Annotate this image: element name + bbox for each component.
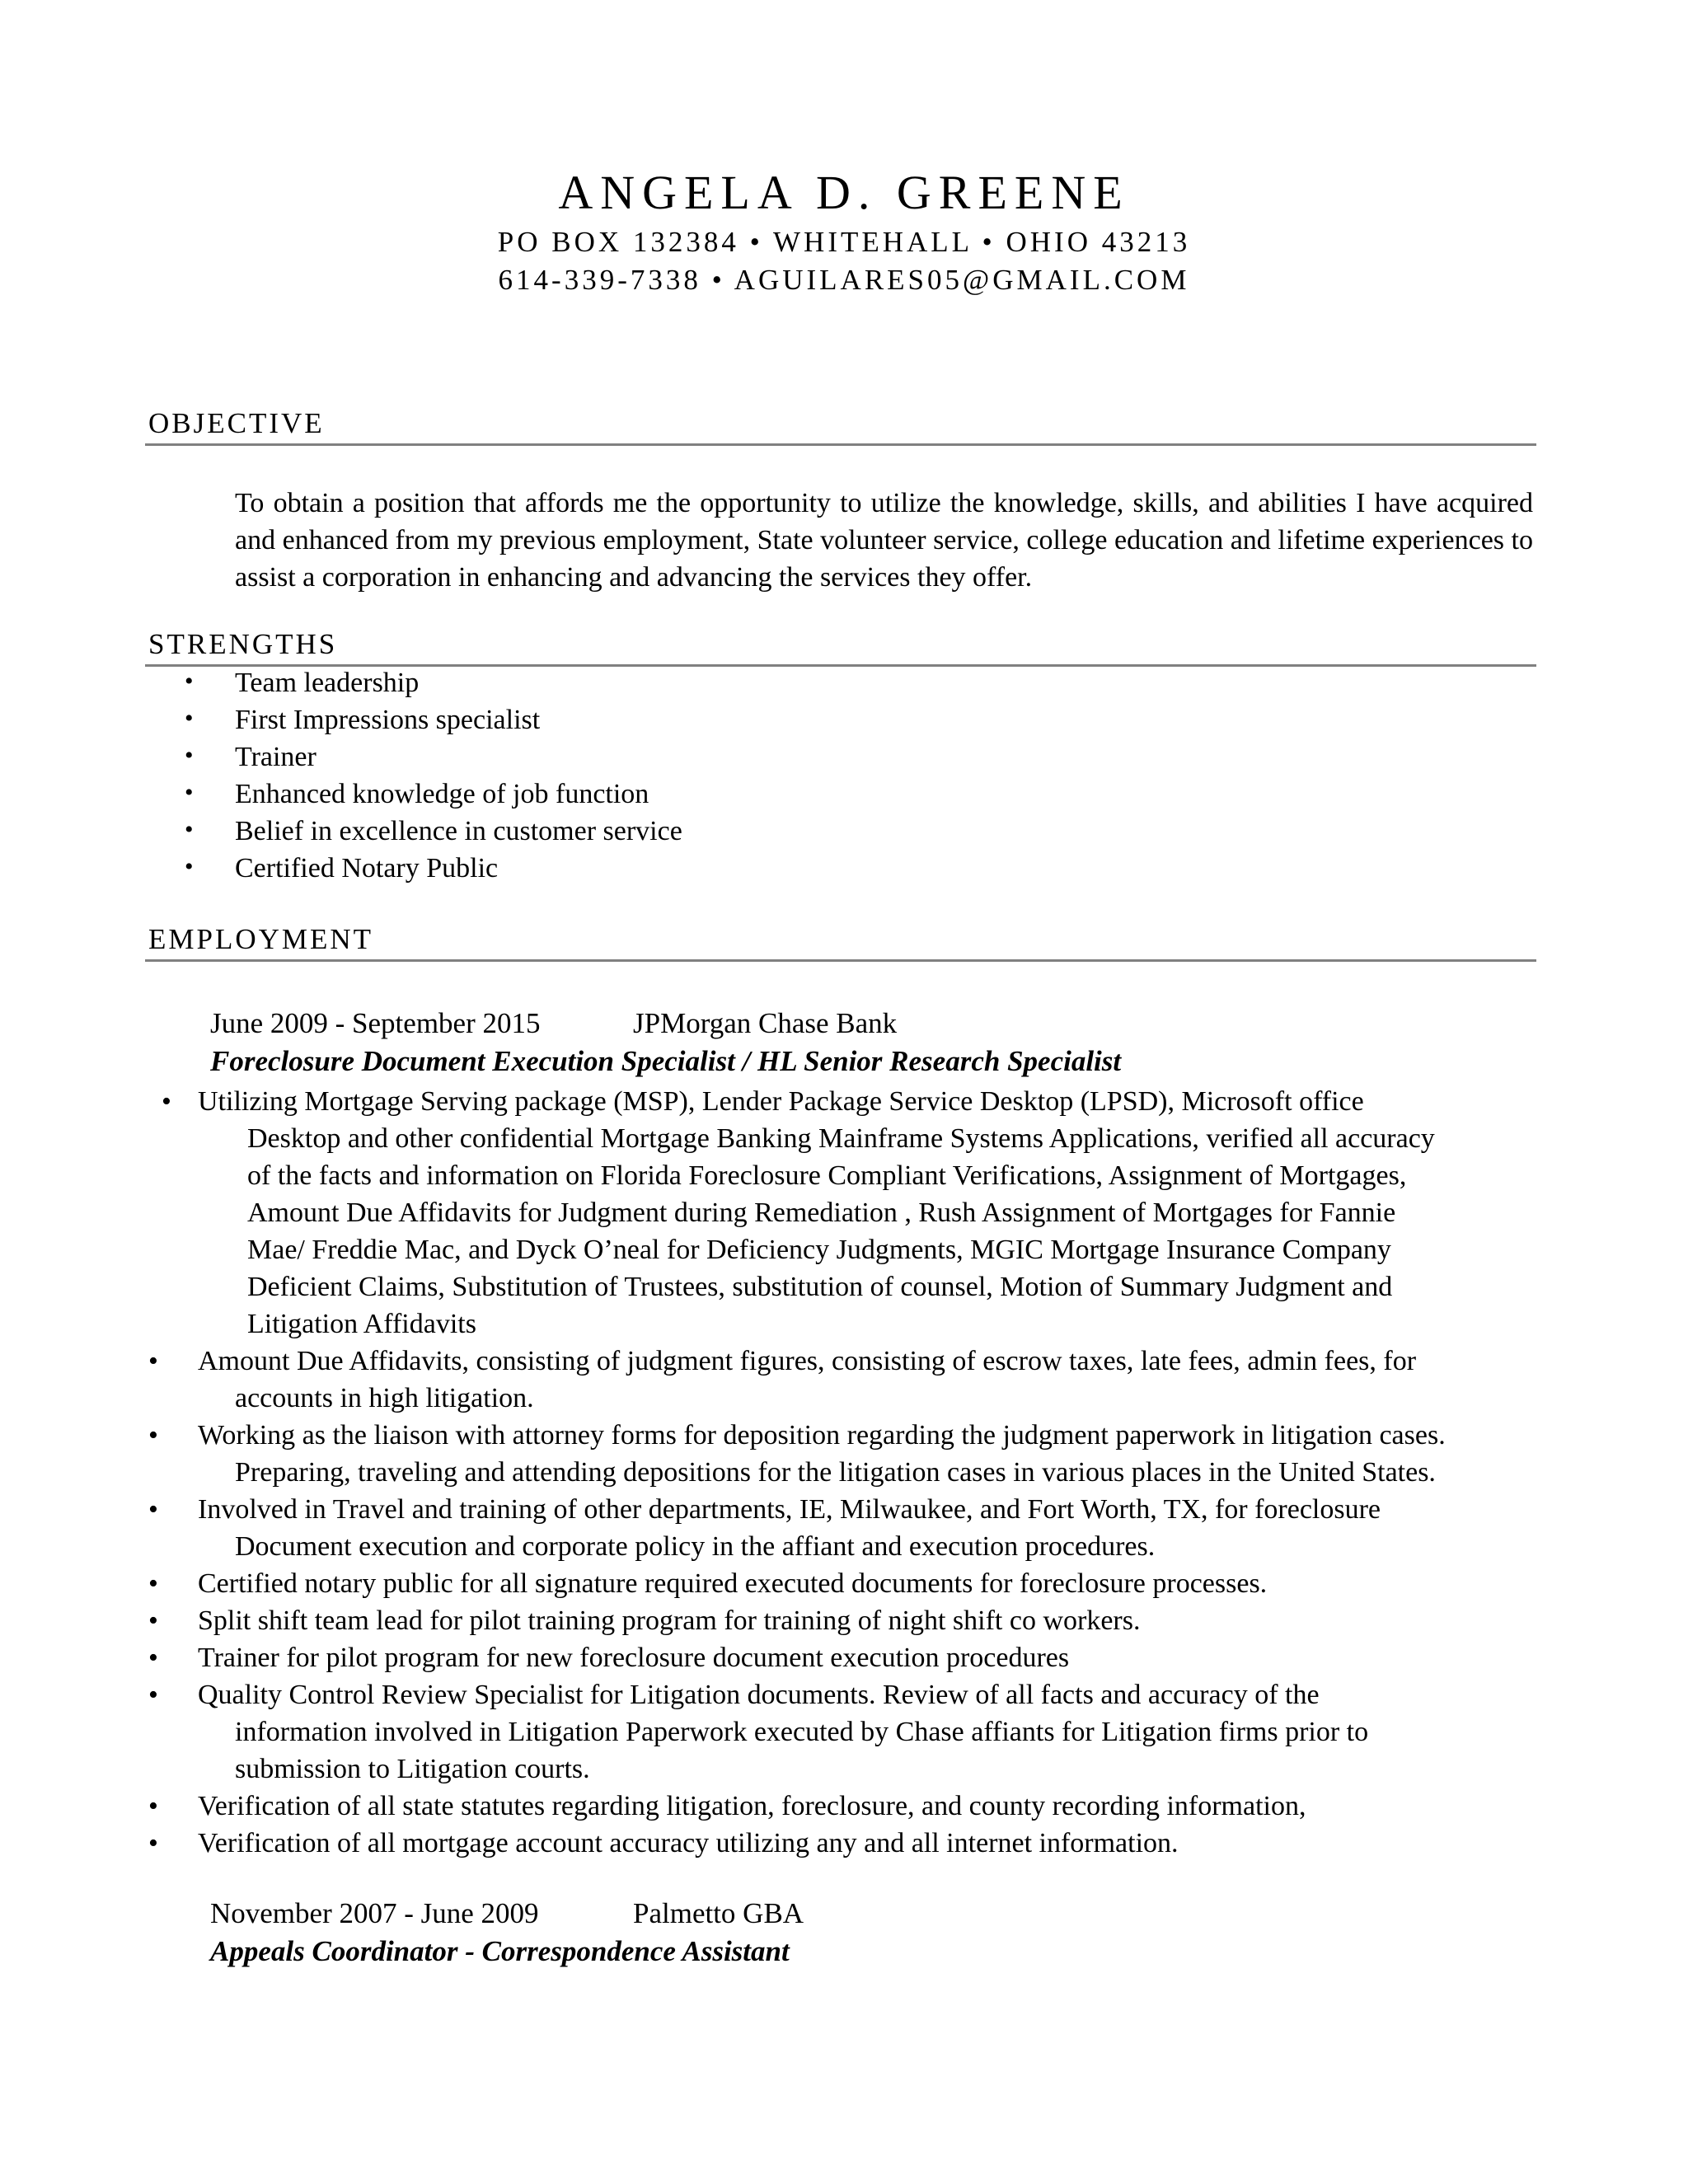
- strengths-divider: [145, 664, 1536, 667]
- duty-text: Deficient Claims, Substitution of Trustees, substitution of counsel, Motion of Summary Judgment and: [247, 1272, 1393, 1302]
- candidate-name: ANGELA D. GREENE: [558, 166, 1130, 219]
- job-dates: November 2007 - June 2009: [210, 1897, 539, 1929]
- duty-text: information involved in Litigation Paperwork executed by Chase affiants for Litigation firms prior to: [235, 1717, 1369, 1747]
- objective-divider: [145, 443, 1536, 446]
- duty-text: Desktop and other confidential Mortgage Banking Mainframe Systems Applications, verified all accuracy: [247, 1123, 1435, 1154]
- duty-text: Involved in Travel and training of other departments, IE, Milwaukee, and Fort Worth, TX, for foreclosure: [198, 1494, 1381, 1525]
- duty-text: Utilizing Mortgage Serving package (MSP), Lender Package Service Desktop (LPSD), Microsoft office: [198, 1086, 1364, 1117]
- bullet-icon: •: [185, 779, 194, 806]
- duty-text: Mae/ Freddie Mac, and Dyck O’neal for Deficiency Judgments, MGIC Mortgage Insurance Company: [247, 1235, 1391, 1265]
- strength-text: Team leadership: [235, 668, 420, 698]
- bullet-icon: •: [185, 705, 194, 732]
- bullet-icon: •: [148, 1420, 158, 1451]
- bullet-icon: •: [148, 1605, 158, 1636]
- duty-text: Working as the liaison with attorney forms for deposition regarding the judgment paperwork in litigation cases.: [198, 1420, 1446, 1451]
- job-position: Appeals Coordinator - Correspondence Assistant: [210, 1935, 790, 1967]
- candidate-address: PO BOX 132384 • WHITEHALL • OHIO 43213: [497, 226, 1191, 258]
- job-employer: JPMorgan Chase Bank: [633, 1007, 898, 1039]
- duty-text: Litigation Affidavits: [247, 1309, 476, 1339]
- employment-divider: [145, 959, 1536, 962]
- job-position: Foreclosure Document Execution Specialist / HL Senior Research Specialist: [210, 1045, 1122, 1077]
- bullet-icon: •: [185, 816, 194, 843]
- bullet-icon: •: [148, 1643, 158, 1673]
- bullet-icon: •: [148, 1791, 158, 1821]
- objective-heading: OBJECTIVE: [148, 407, 325, 439]
- strength-text: Belief in excellence in customer service: [235, 816, 682, 846]
- duty-text: Split shift team lead for pilot training program for training of night shift co workers.: [198, 1605, 1141, 1636]
- duty-text: Preparing, traveling and attending depositions for the litigation cases in various places in the United States.: [235, 1457, 1436, 1488]
- job-dates: June 2009 - September 2015: [210, 1007, 541, 1039]
- bullet-icon: •: [185, 668, 194, 695]
- bullet-icon: •: [148, 1346, 158, 1376]
- bullet-icon: •: [148, 1828, 158, 1858]
- duty-text: Amount Due Affidavits for Judgment during Remediation , Rush Assignment of Mortgages for Fannie: [247, 1197, 1396, 1228]
- duty-text: accounts in high litigation.: [235, 1383, 534, 1413]
- duty-text: submission to Litigation courts.: [235, 1754, 590, 1784]
- employment-heading: EMPLOYMENT: [148, 923, 374, 955]
- strength-text: Certified Notary Public: [235, 853, 499, 883]
- strengths-heading: STRENGTHS: [148, 628, 338, 660]
- strength-text: First Impressions specialist: [235, 705, 541, 735]
- bullet-icon: •: [162, 1086, 171, 1117]
- duty-text: Quality Control Review Specialist for Litigation documents. Review of all facts and accuracy of the: [198, 1680, 1320, 1710]
- duty-text: Verification of all mortgage account accuracy utilizing any and all internet information.: [198, 1828, 1179, 1858]
- bullet-icon: •: [148, 1680, 158, 1710]
- bullet-icon: •: [148, 1568, 158, 1599]
- strength-text: Enhanced knowledge of job function: [235, 779, 649, 809]
- bullet-icon: •: [185, 742, 194, 769]
- candidate-contact: 614-339-7338 • AGUILARES05@GMAIL.COM: [498, 264, 1190, 296]
- bullet-icon: •: [185, 853, 194, 880]
- duty-text: of the facts and information on Florida Foreclosure Compliant Verifications, Assignment of Mortgages,: [247, 1160, 1407, 1191]
- duty-text: Verification of all state statutes regarding litigation, foreclosure, and county recording information,: [198, 1791, 1306, 1821]
- strength-text: Trainer: [235, 742, 316, 772]
- duty-text: Certified notary public for all signature required executed documents for foreclosure processes.: [198, 1568, 1268, 1599]
- bullet-icon: •: [148, 1494, 158, 1525]
- job-employer: Palmetto GBA: [633, 1897, 804, 1929]
- duty-text: Document execution and corporate policy in the affiant and execution procedures.: [235, 1531, 1156, 1562]
- duty-text: Trainer for pilot program for new foreclosure document execution procedures: [198, 1643, 1070, 1673]
- duty-text: Amount Due Affidavits, consisting of judgment figures, consisting of escrow taxes, late fees, admin fees, for: [198, 1346, 1417, 1376]
- objective-text: To obtain a position that affords me the opportunity to utilize the knowledge, skills, and abilities I have acquired and enhanced from my previous employment, State volunteer service, college education and lifetime experiences to assist a corporation in enhancing and advancing the services they offer.: [235, 488, 1533, 593]
